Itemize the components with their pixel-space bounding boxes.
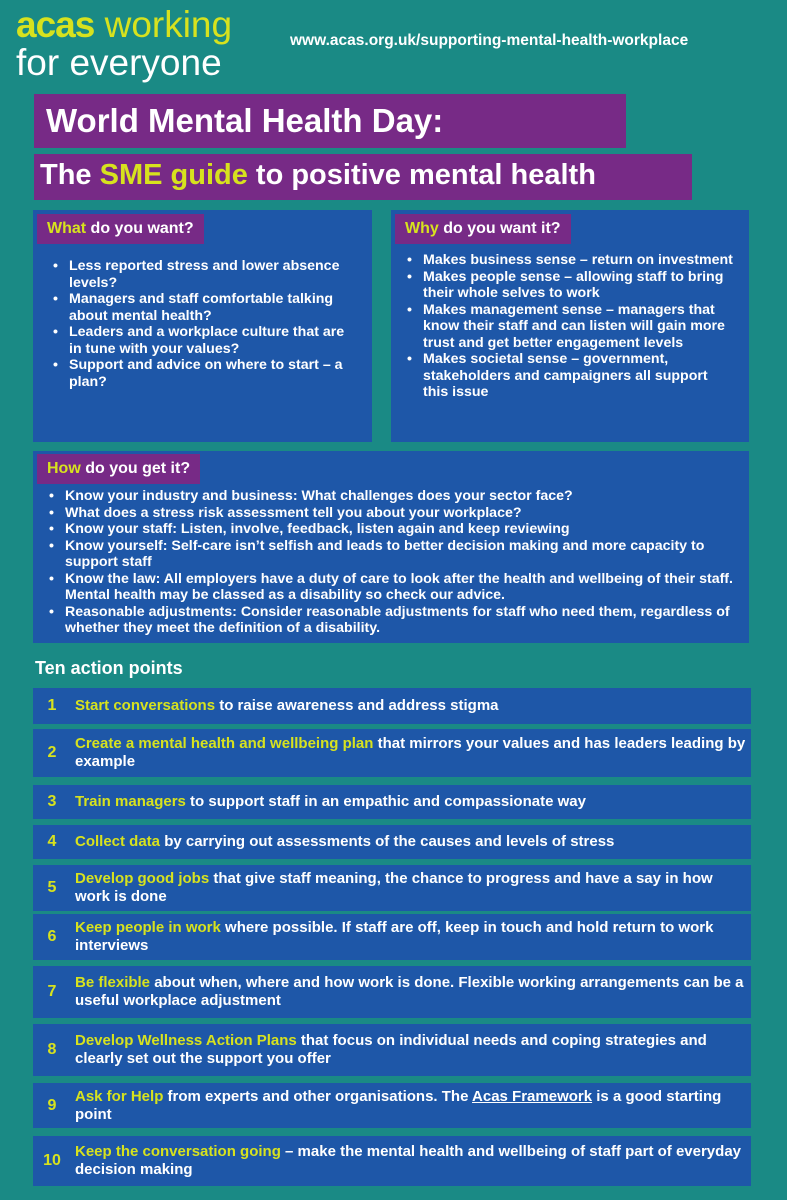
why-box: [391, 210, 749, 442]
action-point-highlight: Keep people in work: [75, 919, 221, 936]
action-point-9: [33, 1083, 751, 1128]
action-point-highlight: Develop Wellness Action Plans: [75, 1032, 297, 1049]
action-point-body: that focus on individual needs and coping strategies and clearly set out the support you offer: [75, 1032, 707, 1067]
action-point-3: [33, 785, 751, 819]
action-point-body: where possible. If staff are off, keep in touch and hold return to work interviews: [75, 919, 714, 954]
action-point-text: [71, 1143, 751, 1179]
action-point-body: by carrying out assessments of the causes and levels of stress: [160, 833, 615, 850]
what-tab-highlight: What: [47, 220, 87, 237]
action-point-number: 7: [47, 983, 57, 1000]
how-tab-rest: do you get it?: [80, 460, 191, 477]
acas-logo[interactable]: [16, 6, 232, 82]
action-point-highlight: Be flexible: [75, 974, 151, 991]
action-point-6: [33, 914, 751, 960]
action-point-highlight: Ask for Help: [75, 1087, 164, 1105]
how-box: [33, 451, 749, 643]
action-point-number: 9: [47, 1096, 57, 1114]
how-item: • Reasonable adjustments: Consider reasonable adjustments for staff who need them, regardless of whether they meet the definition of a disability.: [47, 604, 742, 637]
why-item: • Makes business sense – return on investment: [405, 252, 735, 269]
logo-working-text: working: [104, 4, 233, 45]
action-point-highlight: Create a mental health and wellbeing plan: [75, 735, 374, 752]
action-point-body: from experts and other organisations. The: [163, 1087, 473, 1105]
how-item: • Know your industry and business: What challenges does your sector face?: [47, 488, 742, 505]
action-point-text: [71, 974, 751, 1010]
action-point-body: that give staff meaning, the chance to progress and have a say in how work is done: [75, 870, 713, 905]
what-tab: [37, 214, 204, 244]
logo-line2-text: for everyone: [16, 42, 222, 83]
how-item: • Know the law: All employers have a duty of care to look after the health and wellbeing of their staff. Mental health may be classed as a disability so check our advice.: [47, 571, 742, 604]
why-item: • Makes societal sense – government, stakeholders and campaigners all support this issue: [405, 351, 735, 401]
action-point-text: [71, 735, 751, 771]
acas-framework-link[interactable]: Acas Framework: [472, 1087, 593, 1105]
how-tab-highlight: How: [47, 460, 81, 477]
action-points-title: Ten action points: [35, 658, 183, 678]
action-point-body: – make the mental health and wellbeing of staff part of everyday decision making: [75, 1143, 741, 1178]
how-tab: [37, 454, 200, 484]
how-item: • Know your staff: Listen, involve, feedback, listen again and keep reviewing: [47, 521, 742, 538]
action-point-highlight: Collect data: [75, 833, 161, 850]
what-item: • Managers and staff comfortable talking about mental health?: [51, 291, 356, 324]
action-point-text: [71, 870, 751, 906]
why-item: • Makes people sense – allowing staff to bring their whole selves to work: [405, 269, 735, 302]
what-item: • Less reported stress and lower absence levels?: [51, 258, 356, 291]
how-list: [47, 488, 742, 637]
action-point-2: [33, 729, 751, 777]
action-point-body: to raise awareness and address stigma: [215, 697, 499, 714]
what-tab-rest: do you want?: [86, 220, 194, 237]
how-item: • What does a stress risk assessment tell you about your workplace?: [47, 505, 742, 522]
main-title: World Mental Health Day:: [34, 94, 626, 148]
action-point-1: [33, 688, 751, 724]
action-point-text: [71, 793, 586, 811]
action-point-text: [71, 833, 614, 851]
action-point-10: [33, 1136, 751, 1186]
action-point-8: [33, 1024, 751, 1076]
logo-acas-text: acas: [16, 4, 95, 45]
action-point-body: about when, where and how work is done. Flexible working arrangements can be a useful workplace adjustment: [75, 974, 744, 1009]
subtitle-post: to positive mental health: [247, 159, 596, 191]
what-item: • Support and advice on where to start – a plan?: [51, 357, 356, 390]
action-point-number: 6: [47, 928, 57, 945]
action-point-text: [71, 697, 499, 715]
action-point-text: [71, 919, 751, 955]
action-point-5: [33, 865, 751, 911]
action-point-4: [33, 825, 751, 859]
action-point-number: 3: [47, 793, 57, 810]
action-point-text: [71, 1032, 751, 1068]
action-point-body-end: is a good starting point: [75, 1087, 722, 1123]
why-tab-highlight: Why: [405, 220, 439, 237]
action-point-number: 5: [47, 879, 57, 896]
subtitle: [34, 154, 692, 200]
action-point-number: 8: [47, 1041, 57, 1058]
what-item: • Leaders and a workplace culture that are in tune with your values?: [51, 324, 356, 357]
action-point-7: [33, 966, 751, 1018]
action-point-number: 4: [47, 833, 57, 850]
action-point-body: to support staff in an empathic and compassionate way: [185, 793, 586, 810]
action-point-body: that mirrors your values and has leaders leading by example: [75, 735, 746, 770]
action-point-number: 1: [47, 697, 57, 714]
why-tab: [395, 214, 571, 244]
action-point-highlight: Develop good jobs: [75, 870, 210, 887]
subtitle-highlight: SME guide: [99, 159, 248, 191]
why-tab-rest: do you want it?: [438, 220, 561, 237]
what-box: [33, 210, 372, 442]
action-point-text: [71, 1088, 751, 1124]
action-point-number: 2: [47, 744, 57, 761]
how-item: • Know yourself: Self-care isn’t selfish and leads to better decision making and more capacity to support staff: [47, 538, 742, 571]
why-list: [405, 252, 735, 401]
action-point-highlight: Keep the conversation going: [75, 1143, 281, 1160]
why-item: • Makes management sense – managers that know their staff and can listen will gain more trust and get better engagement levels: [405, 302, 735, 352]
action-point-number: 10: [43, 1152, 61, 1169]
action-point-highlight: Start conversations: [75, 697, 216, 714]
campaign-url-link[interactable]: www.acas.org.uk/supporting-mental-health-workplace: [290, 32, 689, 49]
action-point-highlight: Train managers: [75, 793, 186, 810]
what-list: [51, 258, 356, 390]
subtitle-pre: The: [40, 159, 100, 191]
